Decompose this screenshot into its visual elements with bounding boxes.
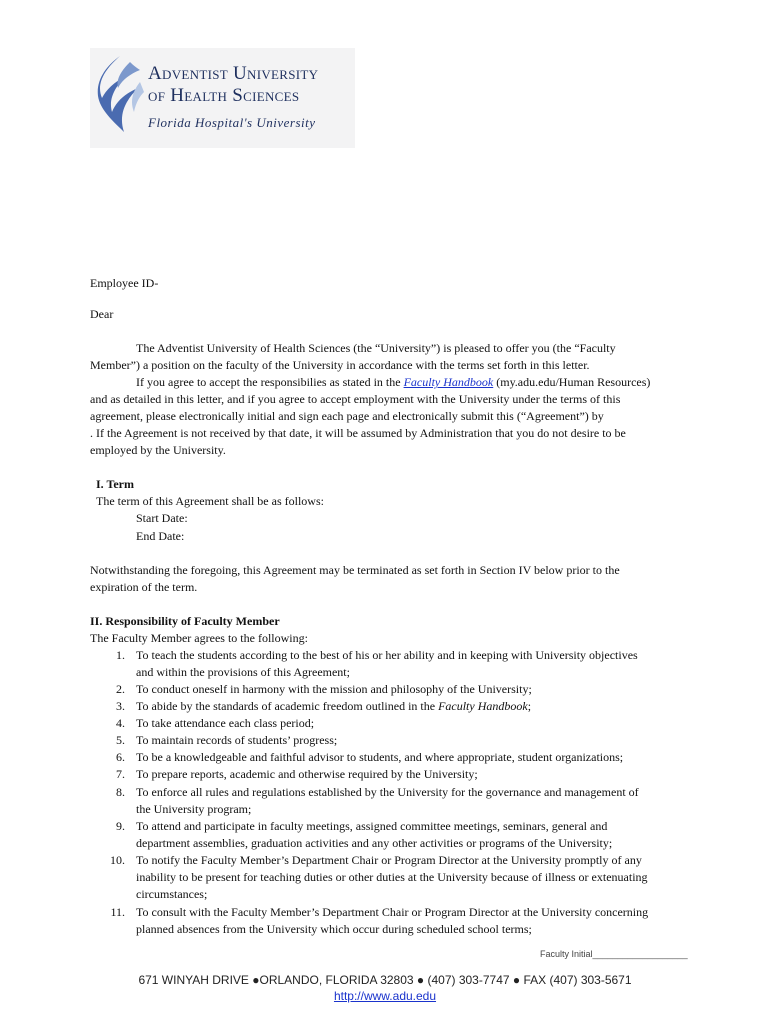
paragraph-2-line-4: . If the Agreement is not received by that date, it will be assumed by Administration that you do not desire to be xyxy=(90,426,626,440)
university-logo xyxy=(90,48,355,148)
paragraph-1-line-2: Member”) a position on the faculty of the University in accordance with the terms set forth in this letter. xyxy=(90,358,590,372)
paragraph-1-line-1: The Adventist University of Health Sciences (the “University”) is pleased to offer you (the “Faculty xyxy=(136,341,616,355)
faculty-handbook-link[interactable]: Faculty Handbook xyxy=(403,375,494,389)
paragraph-2-text: If you agree to accept the responsibilies as stated in the xyxy=(136,375,404,389)
list-item-number: 5. xyxy=(116,733,125,747)
end-date-label: End Date: xyxy=(136,529,185,543)
paragraph-2-line-3: agreement, please electronically initial and sign each page and electronically submit this (“Agreement”) by xyxy=(90,409,604,423)
list-item: To attend and participate in faculty meetings, assigned committee meetings, seminars, general and xyxy=(136,819,608,833)
list-item-text-post: ; xyxy=(527,699,532,713)
list-item-number: 6. xyxy=(116,750,125,764)
term-note-line-2: expiration of the term. xyxy=(90,580,198,594)
faculty-initial-field: Faculty Initial___________________ xyxy=(540,949,688,959)
flame-mark-icon xyxy=(90,52,146,144)
list-item-number: 9. xyxy=(116,819,125,833)
list-item-number: 1. xyxy=(116,648,125,662)
logo-tagline: Florida Hospital's University xyxy=(148,115,316,130)
list-item-text: To abide by the standards of academic freedom outlined in the xyxy=(136,699,439,713)
list-item-continuation: inability to be present for teaching duties or other duties at the University because of illness or extenuating xyxy=(136,870,648,884)
list-item-continuation: department assemblies, graduation activities and any other activities or programs of the University; xyxy=(136,836,613,850)
logo-university-name: Adventist University xyxy=(148,63,319,84)
list-item-number: 7. xyxy=(116,767,125,781)
term-note-line-1: Notwithstanding the foregoing, this Agreement may be terminated as set forth in Section IV below prior to the xyxy=(90,563,620,577)
footer-website-link[interactable]: http://www.adu.edu xyxy=(333,989,437,1003)
list-item: To prepare reports, academic and otherwise required by the University; xyxy=(136,767,478,781)
list-item-continuation: the University program; xyxy=(136,802,252,816)
start-date-label: Start Date: xyxy=(136,511,188,525)
list-item: To conduct oneself in harmony with the mission and philosophy of the University; xyxy=(136,682,532,696)
section-responsibility-heading: II. Responsibility of Faculty Member xyxy=(90,614,280,628)
responsibility-intro: The Faculty Member agrees to the following: xyxy=(90,631,308,645)
list-item xyxy=(136,698,531,715)
list-item-continuation: planned absences from the University which occur during scheduled school terms; xyxy=(136,922,532,936)
list-item-number: 11. xyxy=(110,905,125,919)
list-item-number: 3. xyxy=(116,699,125,713)
term-intro: The term of this Agreement shall be as follows: xyxy=(96,494,324,508)
paragraph-2-line-2: and as detailed in this letter, and if you agree to accept employment with the University under the terms of this xyxy=(90,392,621,406)
employee-id-label: Employee ID- xyxy=(90,276,159,290)
footer-address: 671 WINYAH DRIVE ●ORLANDO, FLORIDA 32803 ● (407) 303-7747 ● FAX (407) 303-5671 xyxy=(138,973,632,987)
logo-university-subname: of Health Sciences xyxy=(148,85,300,106)
list-item-continuation: and within the provisions of this Agreement; xyxy=(136,665,350,679)
list-item-number: 10. xyxy=(110,853,125,867)
list-item: To notify the Faculty Member’s Department Chair or Program Director at the University promptly of any xyxy=(136,853,642,867)
list-item: To be a knowledgeable and faithful advisor to students, and where appropriate, student organizations; xyxy=(136,750,624,764)
list-item: To take attendance each class period; xyxy=(136,716,315,730)
paragraph-2-line-5: employed by the University. xyxy=(90,443,226,457)
list-item: To maintain records of students’ progress; xyxy=(136,733,338,747)
list-item-number: 8. xyxy=(116,785,125,799)
paragraph-2-line-1 xyxy=(136,374,650,391)
section-term-heading: I. Term xyxy=(96,477,135,491)
list-item-number: 4. xyxy=(116,716,125,730)
list-item-number: 2. xyxy=(116,682,125,696)
paragraph-2-text-post: (my.adu.edu/Human Resources) xyxy=(493,375,651,389)
faculty-handbook-reference: Faculty Handbook xyxy=(438,699,528,713)
list-item-continuation: circumstances; xyxy=(136,887,208,901)
list-item: To enforce all rules and regulations established by the University for the governance and management of xyxy=(136,785,639,799)
list-item: To teach the students according to the best of his or her ability and in keeping with University objectives xyxy=(136,648,638,662)
list-item: To consult with the Faculty Member’s Department Chair or Program Director at the University concerning xyxy=(136,905,649,919)
salutation: Dear xyxy=(90,307,114,321)
